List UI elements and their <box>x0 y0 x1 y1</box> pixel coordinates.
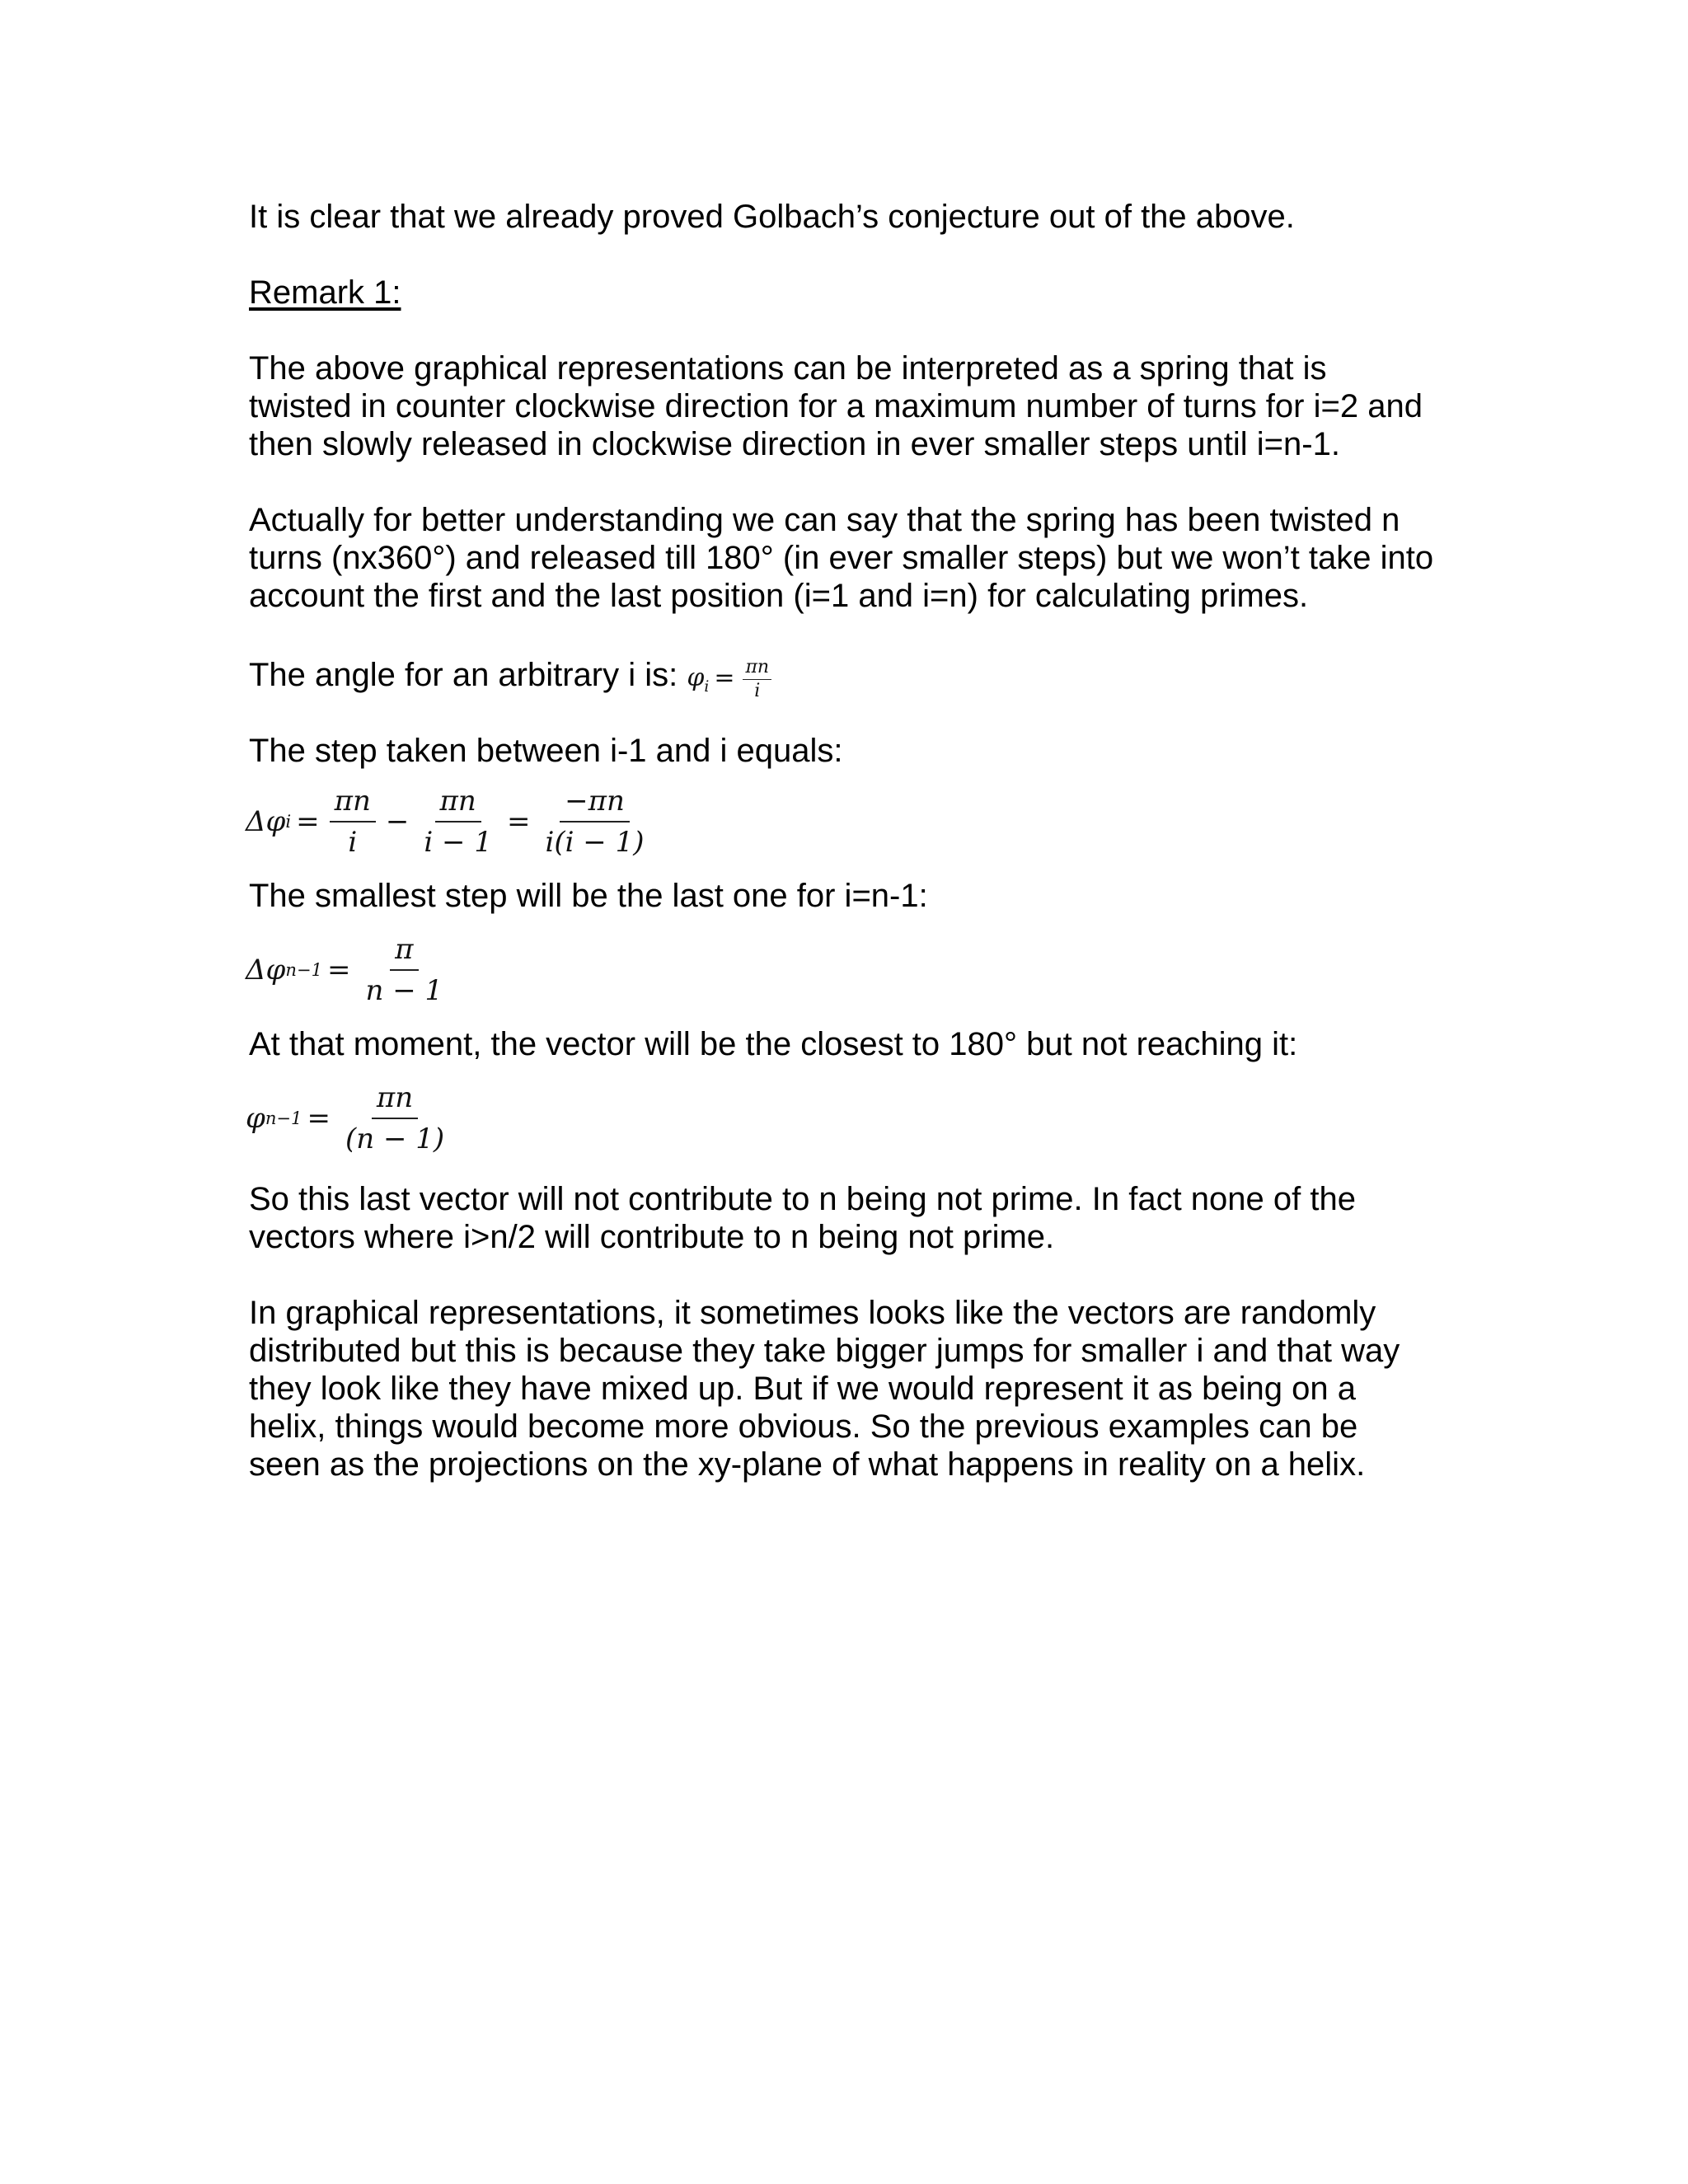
minus-sign: − <box>385 805 410 838</box>
fraction-denominator: i <box>754 680 761 701</box>
fraction-numerator: πn <box>743 658 771 680</box>
text-line: The above graphical representations can be interpreted as a spring that is <box>249 350 1327 387</box>
equals-sign: = <box>327 954 351 987</box>
angle-text: The angle for an arbitrary i is: <box>249 657 687 693</box>
fraction-denominator: (n − 1) <box>345 1122 445 1155</box>
fraction-numerator: πn <box>372 1081 418 1119</box>
delta-phi-symbol: Δφ <box>246 954 286 987</box>
paragraph-contribution <box>249 1180 1452 1256</box>
fraction <box>743 658 771 701</box>
paragraph-turns <box>249 501 1452 615</box>
fraction <box>361 933 448 1007</box>
text-line: In graphical representations, it sometimes looks like the vectors are randomly <box>249 1295 1376 1331</box>
paragraph-spring <box>249 349 1452 463</box>
fraction-numerator: πn <box>435 785 481 823</box>
fraction <box>330 785 376 859</box>
fraction-denominator: i(i − 1) <box>545 826 645 859</box>
text-line: So this last vector will not contribute to n being not prime. In fact none of the <box>249 1181 1356 1217</box>
fraction <box>540 785 649 859</box>
text-line: helix, things would become more obvious. So the previous examples can be <box>249 1408 1358 1445</box>
remark-heading: Remark 1: <box>249 274 401 311</box>
delta-phi-symbol: Δφ <box>246 805 286 838</box>
phi-symbol: φ <box>246 1102 265 1135</box>
equals-sign: = <box>714 663 735 692</box>
fraction-numerator: πn <box>330 785 376 823</box>
fraction-denominator: i − 1 <box>424 826 492 859</box>
paragraph-smallest: The smallest step will be the last one for i=n-1: <box>249 878 928 914</box>
paragraph-closest: At that moment, the vector will be the closest to 180° but not reaching it: <box>249 1026 1298 1062</box>
paragraph-golbach: It is clear that we already proved Golbach’s conjecture out of the above. <box>249 199 1295 235</box>
text-line: distributed but this is because they take bigger jumps for smaller i and that way <box>249 1333 1400 1369</box>
paragraph-step: The step taken between i-1 and i equals: <box>249 733 843 769</box>
fraction <box>419 785 497 859</box>
equals-sign: = <box>307 1102 331 1135</box>
equals-sign: = <box>296 805 320 838</box>
page-content <box>246 198 1452 1483</box>
paragraph-helix <box>249 1294 1452 1483</box>
fraction-numerator: −πn <box>560 785 630 823</box>
fraction-numerator: π <box>390 933 418 971</box>
equation-step <box>246 776 1452 867</box>
text-line: vectors where i>n/2 will contribute to n being not prime. <box>249 1219 1055 1255</box>
subscript: n−1 <box>285 959 323 980</box>
text-line: turns (nx360°) and released till 180° (in ever smaller steps) but we won’t take into <box>249 540 1434 576</box>
fraction-denominator: n − 1 <box>365 974 443 1007</box>
text-line: account the first and the last position (i=1 and i=n) for calculating primes. <box>249 578 1309 614</box>
fraction <box>340 1081 449 1155</box>
equation-closest <box>246 1073 1452 1164</box>
text-line: then slowly released in clockwise direction in ever smaller steps until i=n-1. <box>249 426 1340 462</box>
text-line: twisted in counter clockwise direction for a maximum number of turns for i=2 and <box>249 388 1423 424</box>
subscript: n−1 <box>265 1108 302 1128</box>
subscript: i <box>285 811 292 832</box>
text-line: Actually for better understanding we can say that the spring has been twisted n <box>249 502 1400 538</box>
phi-symbol: φ <box>687 663 705 692</box>
equation-smallest <box>246 925 1452 1015</box>
text-line: they look like they have mixed up. But if we would represent it as being on a <box>249 1371 1356 1407</box>
fraction-denominator: i <box>348 826 358 859</box>
angle-equation <box>687 656 771 701</box>
subscript: i <box>704 678 710 696</box>
paragraph-angle <box>249 656 1452 701</box>
text-line: seen as the projections on the xy-plane of what happens in reality on a helix. <box>249 1446 1366 1483</box>
equals-sign: = <box>506 805 531 838</box>
